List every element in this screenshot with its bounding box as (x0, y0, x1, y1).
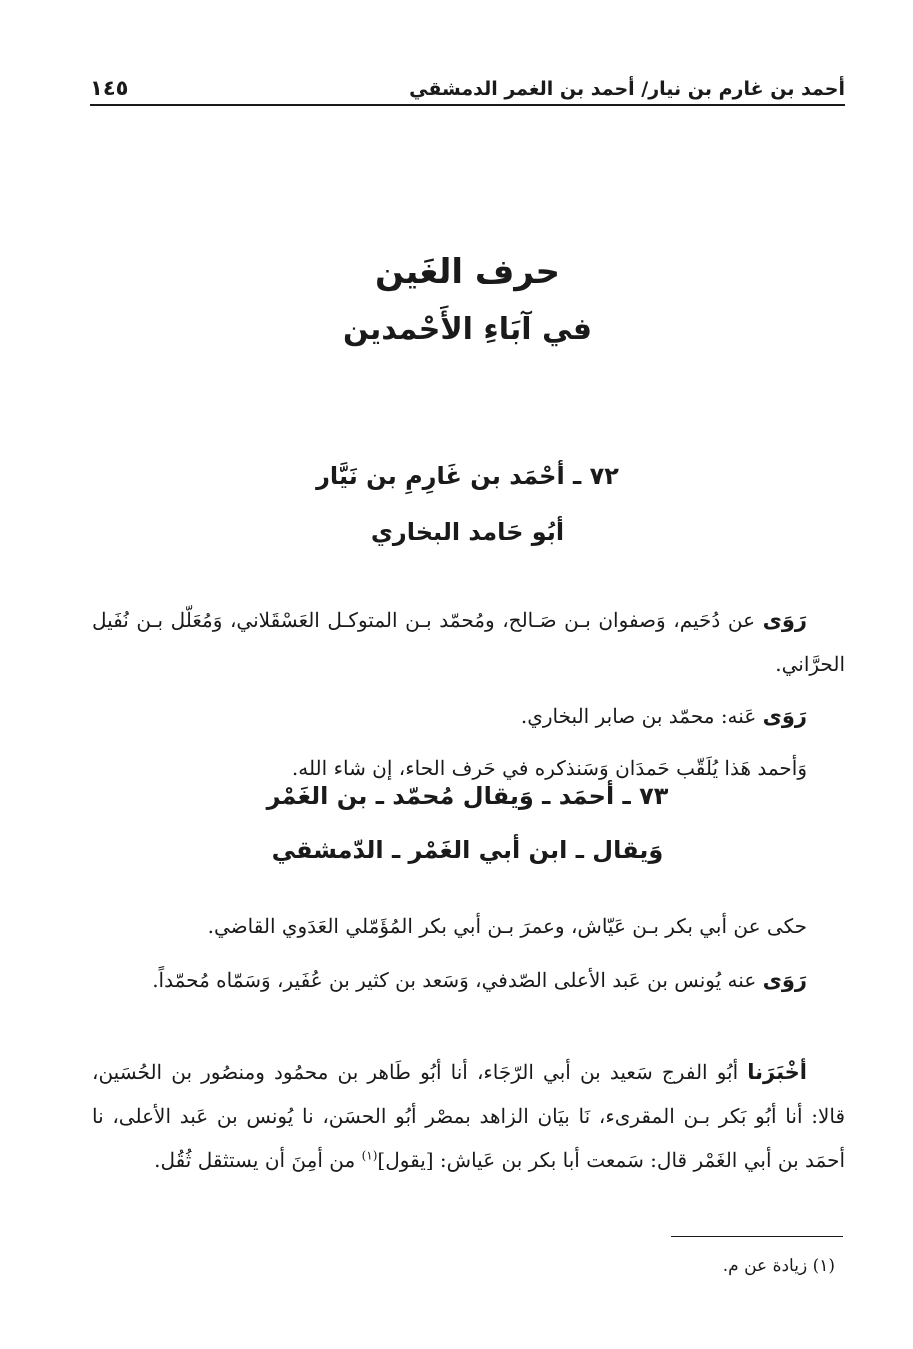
entry-73-narrated-from: حكى عن أبي بكر بـن عَيّاش، وعمرَ بـن أبي بكر المُؤَمّلي العَدَوي القاضي. (207, 914, 807, 938)
paragraph-text: أبُو الفرج سَعيد بن أبي الرّجَاء، أنا أبُو طَاهر بن محمُود ومنصُور بن الحُسَين، قالا: أنا أبُو بَكر بـن المقرىء، نَا بيَان الزاهد بمصْر أبُو الحسَن، نا يُونس بن عَبد الأعلى، نا أحمَد بن أبي الغَمْر قال: سَمعت أبا بكر بن عَياش: [يقول] (92, 1060, 846, 1172)
paragraph-text-tail: من أمِنَ أن يستثقل ثُقُل. (154, 1148, 356, 1172)
chapter-title: حرف الغَين (374, 252, 561, 292)
entry-72-narrated-from (92, 598, 845, 686)
entry-73-title: ٧٣ ـ أحمَد ـ وَيقال مُحمّد ـ بن الغَمْر (266, 782, 669, 810)
entry-73-narrated-by (92, 958, 845, 1002)
paragraph-text: عن دُحَيم، وَصفوان بـن صَـالح، ومُحمّد بـن المتوكـل العَسْقَلاني، وَمُعَلّل بـن نُفَيل الحرَّاني. (92, 608, 845, 676)
paragraph-text: عنه يُونس بن عَبد الأعلى الصّدفي، وَسَعد بن كثير بن عُفَير، وَسَمّاه مُحمّداً. (152, 968, 757, 992)
entry-72-narrated-by (92, 694, 845, 738)
running-head-title: أحمد بن غارم بن نيار/ أحمد بن الغمر الدمشقي (409, 78, 845, 100)
footnote-separator (671, 1236, 843, 1237)
footnote-text: زيادة عن م. (722, 1256, 808, 1276)
entry-73-title-line2: وَيقال ـ ابن أبي الغَمْر ـ الدّمشقي (271, 836, 664, 864)
entry-73-isnad (92, 1050, 845, 1182)
keyword: أخْبَرَنا (747, 1060, 808, 1084)
keyword: رَوَى (762, 608, 807, 632)
footnote-reference[interactable]: (١) (361, 1148, 378, 1163)
keyword: رَوَى (762, 968, 807, 992)
entry-72-kunya: أبُو حَامد البخاري (370, 518, 565, 546)
running-head (90, 68, 845, 106)
page-number: ١٤٥ (90, 76, 129, 100)
paragraph-text: عَنه: محمّد بن صابر البخاري. (520, 704, 757, 728)
footnote (723, 1256, 835, 1276)
chapter-subtitle: في آبَاءِ الأَحْمدين (343, 312, 592, 347)
entry-72-note: وَأحمد هَذا يُلَقّب حَمدَان وَسَنذكره في حَرف الحاء، إن شاء الله. (291, 756, 807, 780)
entry-72-title: ٧٢ ـ أحْمَد بن غَارِمِ بن نَيَّار (316, 462, 619, 490)
footnote-marker: (١) (812, 1256, 835, 1276)
keyword: رَوَى (762, 704, 807, 728)
